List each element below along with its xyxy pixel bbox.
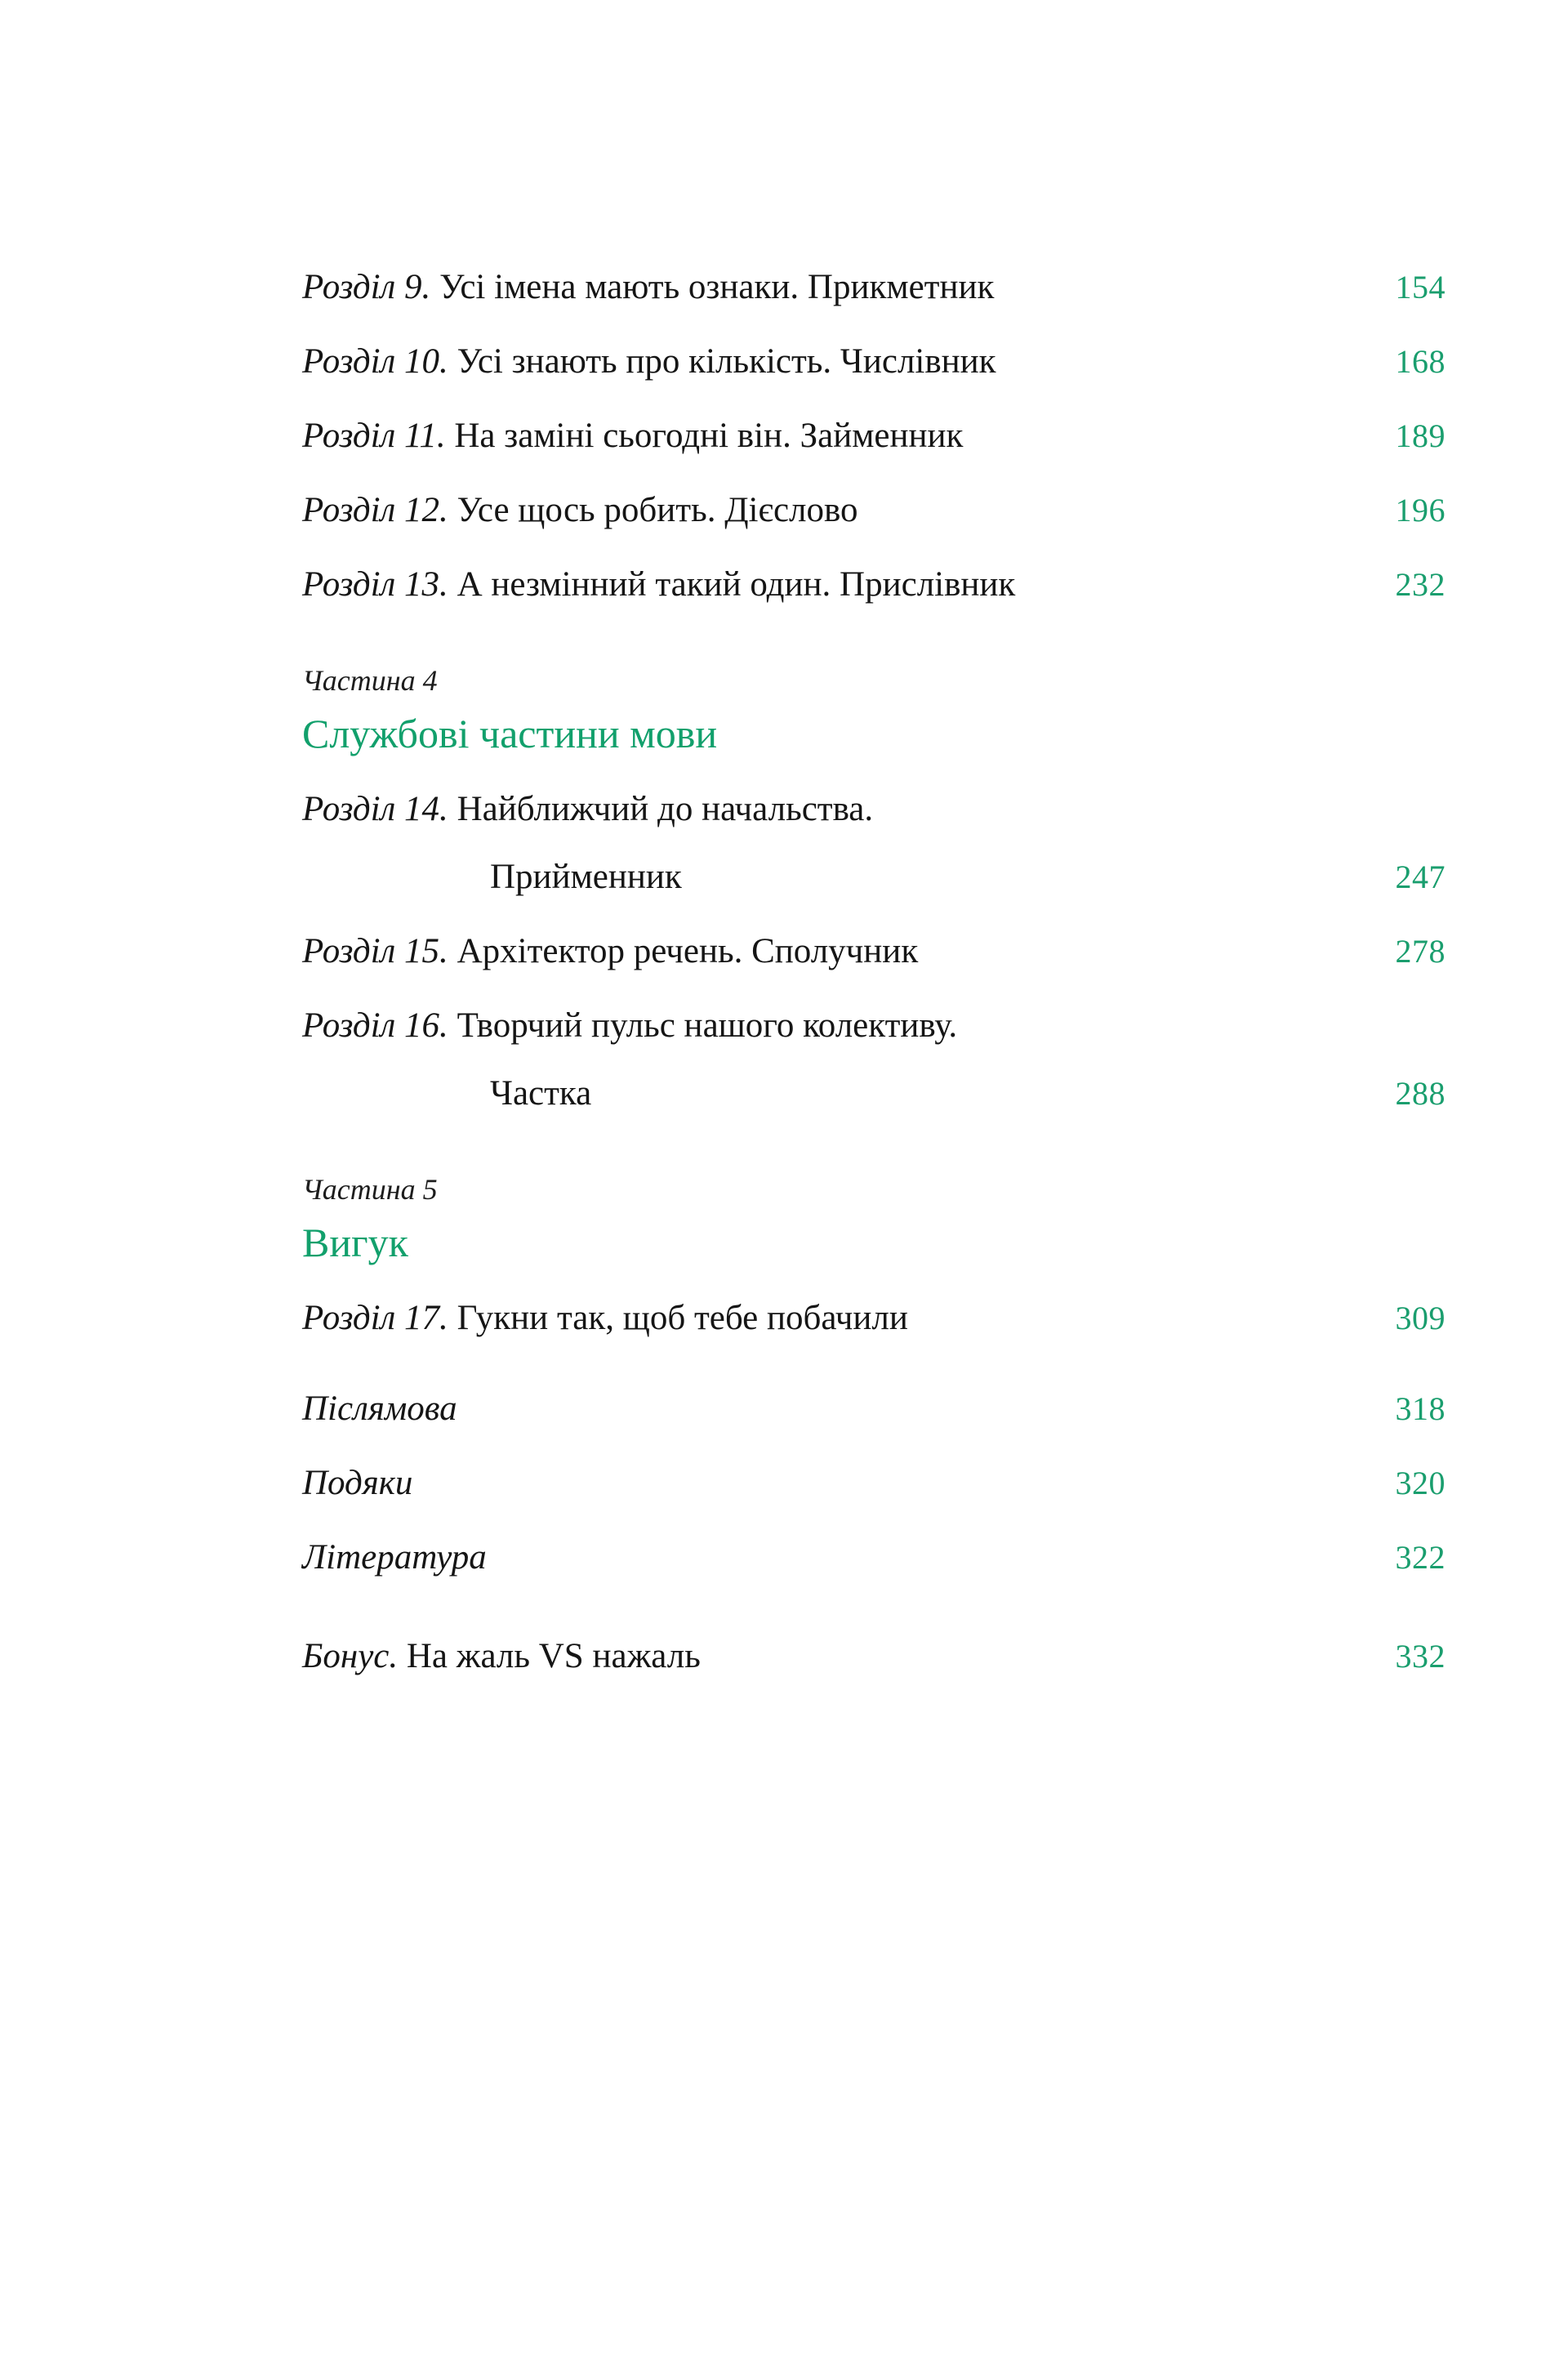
toc-entry-bonus[interactable] bbox=[302, 1639, 1446, 1674]
toc-entry-title: Подяки bbox=[302, 1464, 413, 1502]
toc-entry-title bbox=[302, 270, 994, 305]
part-number-label: Частина 4 bbox=[302, 664, 438, 697]
toc-entry-title-tail: Частка bbox=[490, 1074, 592, 1113]
bonus-title: На жаль VS нажаль bbox=[398, 1637, 701, 1675]
toc-entry-chapter-10[interactable] bbox=[302, 344, 1446, 379]
toc-page-number: 278 bbox=[1395, 933, 1446, 970]
chapter-title: Архітектор речень. Сполучник bbox=[448, 932, 919, 970]
toc-entry-chapter-9[interactable] bbox=[302, 270, 1446, 305]
chapter-label: Розділ 16. bbox=[302, 1006, 448, 1045]
toc-entry-bibliography[interactable] bbox=[302, 1540, 1446, 1575]
chapter-label: Розділ 13. bbox=[302, 565, 448, 604]
toc-entry-title bbox=[302, 344, 996, 379]
chapter-title: Гукни так, щоб тебе побачили bbox=[448, 1299, 908, 1337]
toc-entry-chapter-16[interactable] bbox=[302, 1008, 1446, 1111]
chapter-label: Розділ 10. bbox=[302, 342, 448, 381]
part-number-label: Частина 5 bbox=[302, 1173, 438, 1206]
toc-entry-chapter-14[interactable] bbox=[302, 792, 1446, 894]
toc-entry-title bbox=[302, 1300, 908, 1336]
toc-page-number: 232 bbox=[1395, 566, 1446, 603]
toc-entry-title bbox=[302, 792, 1446, 827]
backmatter-group bbox=[302, 1391, 1446, 1575]
chapter-label: Розділ 9. bbox=[302, 268, 431, 306]
toc-page-number: 189 bbox=[1395, 417, 1446, 454]
chapter-label: Розділ 15. bbox=[302, 932, 448, 970]
toc-entry-chapter-17[interactable] bbox=[302, 1300, 1446, 1336]
toc-page-number: 320 bbox=[1395, 1465, 1446, 1501]
toc-entry-title: Післямова bbox=[302, 1389, 457, 1428]
bonus-label: Бонус. bbox=[302, 1637, 399, 1675]
toc-entry-chapter-13[interactable] bbox=[302, 567, 1446, 602]
toc-entry-title bbox=[302, 1008, 1446, 1043]
toc-entry-chapter-11[interactable] bbox=[302, 418, 1446, 453]
chapter-label: Розділ 11. bbox=[302, 417, 446, 455]
chapter-title: Творчий пульс нашого колективу. bbox=[448, 1006, 958, 1045]
toc-entry-chapter-12[interactable] bbox=[302, 493, 1446, 528]
chapter-group-part3 bbox=[302, 270, 1446, 602]
toc-entry-title bbox=[302, 418, 963, 453]
toc-entry-afterword[interactable] bbox=[302, 1391, 1446, 1426]
chapter-label: Розділ 12. bbox=[302, 491, 448, 529]
chapter-label: Розділ 17. bbox=[302, 1299, 448, 1337]
toc-entry-title bbox=[302, 934, 918, 969]
toc-page-number: 332 bbox=[1395, 1638, 1446, 1675]
toc-page-number: 196 bbox=[1395, 492, 1446, 529]
chapter-title: Усі знають про кількість. Числівник bbox=[448, 342, 996, 381]
chapter-title: Найближчий до начальства. bbox=[448, 790, 874, 828]
chapter-label: Розділ 14. bbox=[302, 790, 448, 828]
toc-entry-title bbox=[302, 567, 1015, 602]
table-of-contents bbox=[302, 270, 1446, 1713]
part-header-4 bbox=[302, 666, 1446, 754]
toc-entry-title: Література bbox=[302, 1538, 487, 1577]
part-title: Службові частини мови bbox=[302, 711, 718, 756]
chapter-title: Усе щось робить. Дієслово bbox=[448, 491, 858, 529]
chapter-title: А незмінний такий один. Прислівник bbox=[448, 565, 1016, 604]
chapter-title: На заміні сьогодні він. Займенник bbox=[445, 417, 964, 455]
toc-page-number: 168 bbox=[1395, 343, 1446, 380]
toc-entry-continuation bbox=[302, 859, 1446, 894]
toc-page-number: 154 bbox=[1395, 269, 1446, 306]
toc-entry-continuation bbox=[302, 1076, 1446, 1111]
toc-page-number: 322 bbox=[1395, 1539, 1446, 1576]
toc-entry-title bbox=[302, 493, 858, 528]
toc-page-number: 318 bbox=[1395, 1390, 1446, 1427]
toc-page-number: 309 bbox=[1395, 1300, 1446, 1336]
toc-page-number: 247 bbox=[1395, 859, 1446, 895]
part-header-5 bbox=[302, 1175, 1446, 1263]
toc-entry-chapter-15[interactable] bbox=[302, 934, 1446, 969]
chapter-title: Усі імена мають ознаки. Прикметник bbox=[430, 268, 995, 306]
toc-entry-title-tail: Прийменник bbox=[490, 858, 682, 896]
toc-entry-acknowledgements[interactable] bbox=[302, 1465, 1446, 1501]
part-title: Вигук bbox=[302, 1220, 408, 1265]
toc-entry-title bbox=[302, 1639, 701, 1674]
toc-page-number: 288 bbox=[1395, 1075, 1446, 1112]
